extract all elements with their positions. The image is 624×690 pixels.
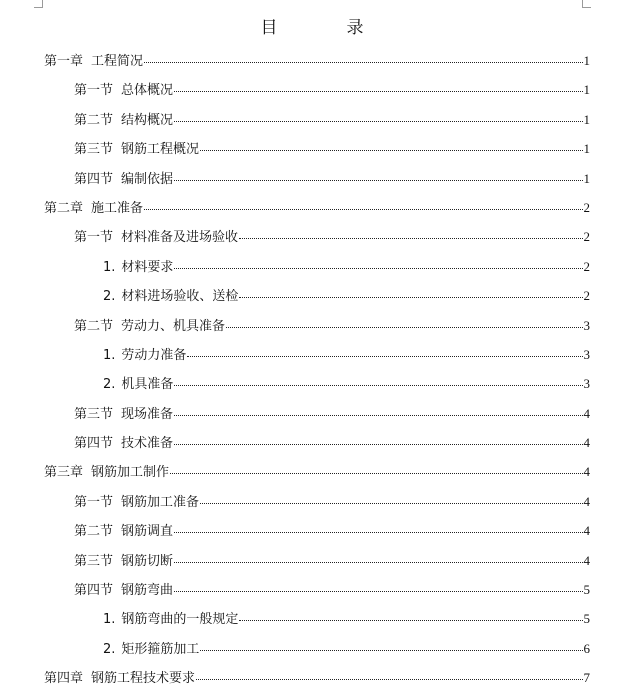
toc-entry-prefix: 第三章 (44, 465, 84, 481)
toc-entry[interactable] (44, 315, 590, 344)
toc-entry-prefix: 第二章 (44, 200, 84, 216)
toc-entry[interactable] (44, 579, 590, 608)
toc-entry-title: 钢筋弯曲 (121, 583, 174, 599)
toc-page-number: 5 (583, 611, 590, 627)
toc-entry[interactable] (44, 226, 590, 255)
toc-entry-prefix: 第四节 (74, 436, 114, 452)
toc-entry-title: 钢筋工程概况 (121, 142, 200, 158)
toc-title: 目 录 (260, 18, 390, 38)
toc-page-number: 4 (583, 405, 590, 421)
toc-entry[interactable] (44, 403, 590, 432)
toc-entry-prefix: 第四节 (74, 583, 114, 599)
toc-entry[interactable] (44, 285, 590, 314)
toc-page-number: 1 (583, 170, 590, 186)
toc-dot-leader (174, 90, 582, 92)
toc-entry-title: 钢筋加工准备 (121, 494, 200, 510)
toc-entry[interactable] (44, 256, 590, 285)
toc-page-number: 2 (583, 199, 590, 215)
toc-page-number: 2 (583, 288, 590, 304)
toc-entry-title: 劳动力准备 (121, 347, 187, 363)
toc-entry-title: 钢筋加工制作 (91, 465, 170, 481)
toc-entry-prefix: 第一节 (74, 83, 114, 99)
toc-entry-prefix: 2. (103, 289, 116, 305)
toc-entry[interactable] (44, 344, 590, 373)
toc-dot-leader (174, 590, 582, 592)
toc-dot-leader (239, 237, 582, 239)
toc-entry[interactable] (44, 608, 590, 637)
page-corner-mark-left (34, 0, 43, 8)
toc-page-number: 2 (583, 258, 590, 274)
toc-dot-leader (174, 531, 582, 533)
toc-entry-title: 工程简况 (91, 54, 144, 69)
toc-dot-leader (144, 61, 582, 63)
toc-entry[interactable] (44, 168, 590, 197)
toc-entry-title: 材料要求 (121, 259, 174, 275)
toc-entry-prefix: 第一章 (44, 54, 84, 69)
toc-dot-leader (144, 208, 582, 210)
toc-entry[interactable] (44, 461, 590, 490)
toc-entry-title: 钢筋工程技术要求 (91, 671, 196, 687)
toc-entry[interactable] (44, 667, 590, 690)
toc-dot-leader (174, 267, 582, 269)
toc-page-number: 7 (583, 670, 590, 686)
toc-entry-prefix: 2. (103, 377, 116, 393)
toc-dot-leader (200, 502, 582, 504)
toc-dot-leader (196, 678, 582, 680)
toc-entry[interactable] (44, 550, 590, 579)
page-corner-mark-right (582, 0, 591, 8)
toc-entry-title: 总体概况 (121, 83, 174, 99)
toc-entry-prefix: 第二节 (74, 524, 114, 540)
toc-page-number: 4 (583, 435, 590, 451)
toc-entry-title: 钢筋调直 (121, 524, 174, 540)
toc-entry[interactable] (44, 432, 590, 461)
toc-entry-prefix: 第二节 (74, 318, 114, 334)
toc-entry-title: 劳动力、机具准备 (121, 318, 226, 334)
toc-dot-leader (226, 326, 582, 328)
toc-dot-leader (174, 384, 582, 386)
toc-entry-prefix: 第四节 (74, 171, 114, 187)
toc-dot-leader (174, 414, 582, 416)
toc-entry[interactable] (44, 491, 590, 520)
toc-entry-title: 现场准备 (121, 406, 174, 422)
toc-page-number: 3 (583, 346, 590, 362)
toc-entry-prefix: 1. (103, 612, 116, 628)
toc-entry-prefix: 第一节 (74, 230, 114, 246)
toc-entry[interactable] (44, 109, 590, 138)
toc-entry[interactable] (44, 638, 590, 667)
toc-page-number: 4 (583, 464, 590, 480)
toc-entry[interactable] (44, 138, 590, 167)
toc-entry-prefix: 第三节 (74, 406, 114, 422)
toc-entry-title: 钢筋切断 (121, 553, 174, 569)
toc-page-number: 4 (583, 493, 590, 509)
toc-page-number: 1 (583, 111, 590, 127)
toc-dot-leader (170, 472, 582, 474)
toc-entry-prefix: 第三节 (74, 142, 114, 158)
toc-page-number: 1 (583, 141, 590, 157)
toc-entry-prefix: 第一节 (74, 494, 114, 510)
toc-page-number: 4 (583, 523, 590, 539)
toc-dot-leader (187, 355, 582, 357)
toc-entry-title: 机具准备 (121, 377, 174, 393)
toc-page-number: 1 (583, 53, 590, 68)
toc-entry[interactable] (44, 373, 590, 402)
toc-entry-prefix: 第三节 (74, 553, 114, 569)
toc-entry-title: 钢筋弯曲的一般规定 (121, 612, 239, 628)
toc-dot-leader (239, 619, 582, 621)
toc-dot-leader (174, 561, 582, 563)
toc-page-number: 2 (583, 229, 590, 245)
toc-entry-title: 技术准备 (121, 436, 174, 452)
toc-entry[interactable] (44, 520, 590, 549)
toc-entry-prefix: 第四章 (44, 671, 84, 687)
toc-dot-leader (239, 296, 582, 298)
toc-entry-title: 编制依据 (121, 171, 174, 187)
toc-entry-prefix: 1. (103, 259, 116, 275)
toc-entry-title: 施工准备 (91, 200, 144, 216)
toc-entry-title: 材料进场验收、送检 (121, 289, 239, 305)
toc-dot-leader (200, 149, 582, 151)
toc-entry-prefix: 第二节 (74, 112, 114, 128)
toc-entry-title: 结构概况 (121, 112, 174, 128)
toc-entry-prefix: 1. (103, 347, 116, 363)
toc-dot-leader (174, 120, 582, 122)
toc-entry-prefix: 2. (103, 641, 116, 657)
toc-entry[interactable] (44, 50, 590, 79)
toc-page-number: 5 (583, 582, 590, 598)
toc-entry-title: 矩形箍筋加工 (121, 641, 200, 657)
toc-page-number: 1 (583, 82, 590, 98)
toc-page-number: 3 (583, 317, 590, 333)
table-of-contents (44, 50, 590, 690)
toc-page-number: 6 (583, 640, 590, 656)
toc-entry[interactable] (44, 79, 590, 108)
toc-dot-leader (174, 179, 582, 181)
toc-dot-leader (200, 649, 582, 651)
toc-dot-leader (174, 443, 582, 445)
toc-page-number: 4 (583, 552, 590, 568)
toc-entry-title: 材料准备及进场验收 (121, 230, 239, 246)
toc-page-number: 3 (583, 376, 590, 392)
toc-entry[interactable] (44, 197, 590, 226)
